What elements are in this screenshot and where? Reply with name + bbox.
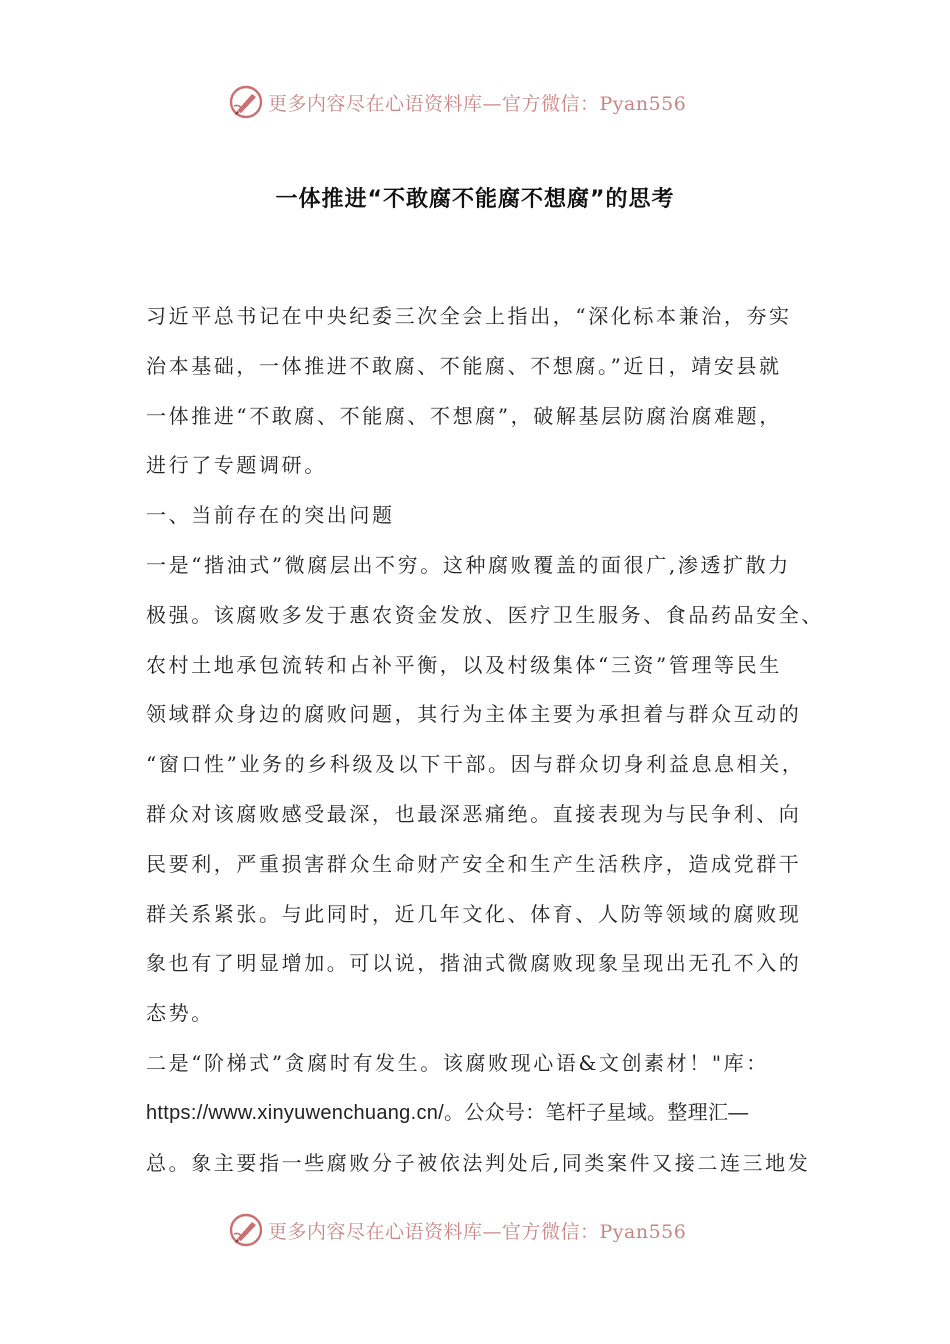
- text-line: 一体推进“不敢腐、不能腐、不想腐”，破解基层防腐治腐难题，: [146, 403, 782, 428]
- footer-watermark-banner: [228, 1210, 686, 1250]
- pen-logo-icon: [228, 84, 264, 120]
- text-line: 象也有了明显增加。可以说，揩油式微腐败现象呈现出无孔不入的: [146, 951, 802, 976]
- text-line: 极强。该腐败多发于惠农资金发放、医疗卫生服务、食品药品安全、: [146, 602, 824, 627]
- document-body: [146, 292, 826, 1188]
- text-line: 治本基础，一体推进不敢腐、不能腐、不想腐。”近日，靖安县就: [146, 353, 782, 378]
- text-line: 习近平总书记在中央纪委三次全会上指出，“深化标本兼治，夯实: [146, 304, 792, 328]
- text-line: 农村土地承包流转和占补平衡，以及村级集体“三资”管理等民生: [146, 652, 782, 677]
- text-line: 群众对该腐败感受最深，也最深恶痛绝。直接表现为与民争利、向: [146, 801, 802, 826]
- text-line: 民要利，严重损害群众生命财产安全和生产生活秩序，造成党群干: [146, 851, 802, 876]
- text-line: 进行了专题调研。: [146, 453, 327, 478]
- text-line: “窗口性”业务的乡科级及以下干部。因与群众切身利益息息相关，: [146, 752, 805, 777]
- text-line: 群关系紧张。与此同时，近几年文化、体育、人防等领域的腐败现: [146, 901, 802, 926]
- url-text-line: https://www.xinyuwenchuang.cn/。公众号：笔杆子星域。整理汇—: [146, 1101, 749, 1124]
- text-line: 一是“揩油式”微腐层出不穷。这种腐败覆盖的面很广,渗透扩散力: [146, 552, 791, 577]
- document-title: 一体推进“不敢腐不能腐不想腐”的思考: [275, 187, 675, 212]
- text-line: 态势。: [146, 1001, 214, 1026]
- text-line: 领域群众身边的腐败问题，其行为主体主要为承担着与群众互动的: [146, 702, 802, 727]
- banner-text: 更多内容尽在心语资料库—官方微信：Pyan556: [268, 92, 687, 115]
- pen-logo-icon: [228, 1212, 264, 1248]
- text-line: 二是“阶梯式”贪腐时有发生。该腐败现心语&文创素材！"库：: [146, 1050, 769, 1075]
- text-line: 总。象主要指一些腐败分子被依法判处后,同类案件又接二连三地发: [146, 1150, 811, 1175]
- banner-text: 更多内容尽在心语资料库—官方微信：Pyan556: [268, 1220, 687, 1243]
- header-watermark-banner: [228, 82, 686, 122]
- section-heading: 一、当前存在的突出问题: [146, 503, 395, 528]
